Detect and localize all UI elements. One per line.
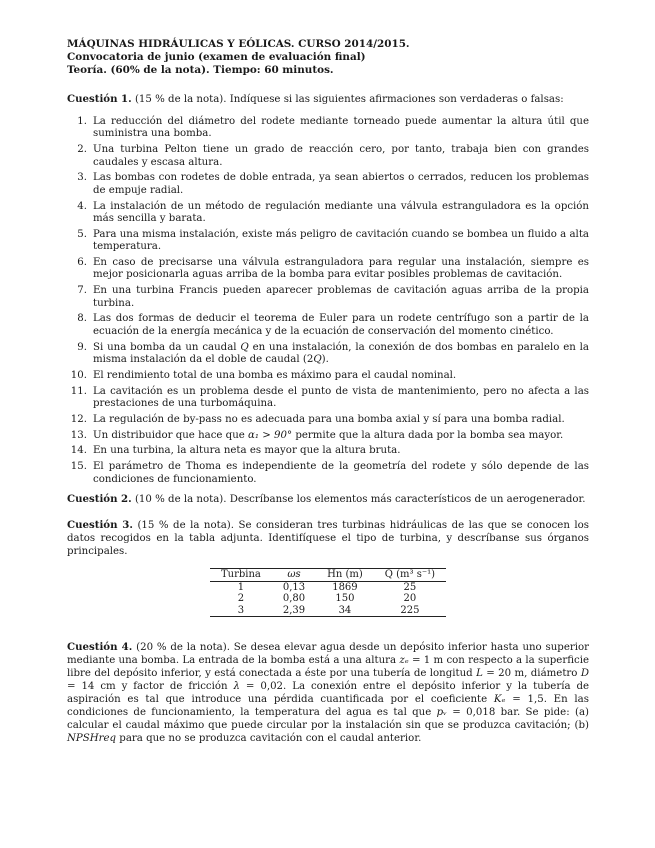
exam-title: MÁQUINAS HIDRÁULICAS Y EÓLICAS. CURSO 2014/2015. bbox=[67, 38, 410, 50]
table-cell: 0,13 bbox=[282, 581, 306, 593]
table-cell: 20 bbox=[403, 593, 417, 605]
table-cell: 25 bbox=[403, 581, 417, 593]
list-item: 3. Las bombas con rodetes de doble entrada, ya sean abiertos o cerrados, reducen los problemas de empuje radial. bbox=[77, 172, 589, 196]
table-cell: 34 bbox=[338, 604, 352, 616]
table-header-row bbox=[210, 569, 446, 582]
list-item: 6. En caso de precisarse una válvula estranguladora para regular una instalación, siempre es mejor posicionarla aguas arriba de la bomba para evitar posibles problemas de cavitación. bbox=[77, 257, 589, 281]
question-3 bbox=[67, 519, 589, 558]
table-row bbox=[210, 593, 446, 605]
list-item: 10. El rendimiento total de una bomba es máximo para el caudal nominal. bbox=[70, 369, 457, 381]
question-3-text: (15 % de la nota). Se consideran tres turbinas hidráulicas de las que se conocen los datos recogidos en la tabla adjunta. Identifíquese el tipo de turbina, y descríbanse sus órganos principales. bbox=[67, 520, 589, 558]
list-item: 14. En una turbina, la altura neta es mayor que la altura bruta. bbox=[70, 445, 401, 457]
list-item: 2. Una turbina Pelton tiene un grado de reacción cero, por tanto, trabaja bien con grandes caudales y escasa altura. bbox=[77, 144, 589, 168]
list-item: 12. La regulación de by-pass no es adecuada para una bomba axial y sí para una bomba radial. bbox=[70, 413, 565, 425]
list-item: 7. En una turbina Francis pueden aparecer problemas de cavitación aguas arriba de la propia turbina. bbox=[77, 285, 589, 309]
question-1-label: Cuestión 1. bbox=[67, 93, 132, 105]
question-4: Cuestión 4. (20 % de la nota). Se desea elevar agua desde un depósito inferior hasta uno superior mediante una bomba. La entrada de la bomba está a una altura zₑ = 1 m con respecto a la superficie libre del depósito inferior, y está conectada a éste por una tubería de longitud L = 20 m, diámetro D = 14 cm y factor de fricción λ = 0,02. La conexión entre el depósito inferior y la tubería de aspiración es tal que introduce una pérdida cuantificada por el coeficiente Kₑ = 1,5. En las condiciones de funcionamiento, la temperatura del agua es tal que pᵥ = 0,018 bar. Se pide: (a) calcular el caudal máximo que puede circular por la instalación sin que se produzca cavitación; (b) NPSHreq para que no se produzca cavitación con el caudal anterior. bbox=[67, 641, 590, 745]
table-cell: 1 bbox=[237, 581, 245, 593]
list-item: 13. Un distribuidor que hace que α₁ > 90° permite que la altura dada por la bomba sea mayor. bbox=[70, 429, 564, 441]
question-2-text: (10 % de la nota). Descríbanse los elementos más característicos de un aerogenerador. bbox=[134, 494, 586, 506]
table-cell: 150 bbox=[335, 593, 355, 605]
question-4-label: Cuestión 4. bbox=[67, 641, 133, 654]
column-header: Hn (m) bbox=[327, 569, 363, 581]
list-item: 4. La instalación de un método de regulación mediante una válvula estranguladora es la opción más sencilla y barata. bbox=[77, 200, 589, 225]
list-item: 9. Si una bomba da un caudal Q en una instalación, la conexión de dos bombas en paralelo en la misma instalación da el doble de caudal (2Q). bbox=[77, 341, 589, 366]
turbine-data-table bbox=[210, 568, 446, 617]
column-header: ωs bbox=[287, 569, 301, 581]
question-2 bbox=[67, 493, 589, 506]
table-cell: 2,39 bbox=[282, 604, 306, 616]
table-cell: 3 bbox=[237, 604, 245, 616]
question-1-text: (15 % de la nota). Indíquese si las siguientes afirmaciones son verdaderas o falsas: bbox=[134, 94, 564, 105]
table-cell: 0,80 bbox=[282, 593, 306, 605]
column-header: Q (m³ s⁻¹) bbox=[384, 569, 436, 581]
table-cell: 1869 bbox=[332, 581, 358, 593]
table-cell: 2 bbox=[237, 593, 245, 605]
list-item: 15. El parámetro de Thoma es independiente de la geometría del rodete y sólo depende de las condiciones de funcionamiento. bbox=[70, 461, 589, 485]
exam-part-info: Teoría. (60% de la nota). Tiempo: 60 minutos. bbox=[67, 64, 334, 76]
table-cell: 225 bbox=[400, 604, 420, 616]
list-item: 11. La cavitación es un problema desde el punto de vista de mantenimiento, pero no afecta a las prestaciones de una turbomáquina. bbox=[70, 385, 589, 410]
question-3-label: Cuestión 3. bbox=[67, 519, 133, 532]
question-1 bbox=[67, 93, 589, 106]
exam-session: Convocatoria de junio (examen de evaluación final) bbox=[67, 51, 366, 63]
list-item: 1. La reducción del diámetro del rodete mediante torneado puede aumentar la altura útil que suministra una bomba. bbox=[77, 116, 589, 140]
table-row bbox=[210, 581, 446, 593]
list-item: 5. Para una misma instalación, existe más peligro de cavitación cuando se bombea un fluido a alta temperatura. bbox=[77, 228, 589, 253]
question-2-label: Cuestión 2. bbox=[67, 493, 132, 506]
list-item: 8. Las dos formas de deducir el teorema de Euler para un rodete centrífugo son a partir de la ecuación de la energía mecánica y de la ecuación de conservación del momento cinético. bbox=[77, 313, 589, 337]
column-header: Turbina bbox=[220, 569, 261, 581]
question-1-statements bbox=[67, 116, 589, 486]
table-row bbox=[210, 605, 446, 617]
exam-page bbox=[67, 38, 589, 745]
